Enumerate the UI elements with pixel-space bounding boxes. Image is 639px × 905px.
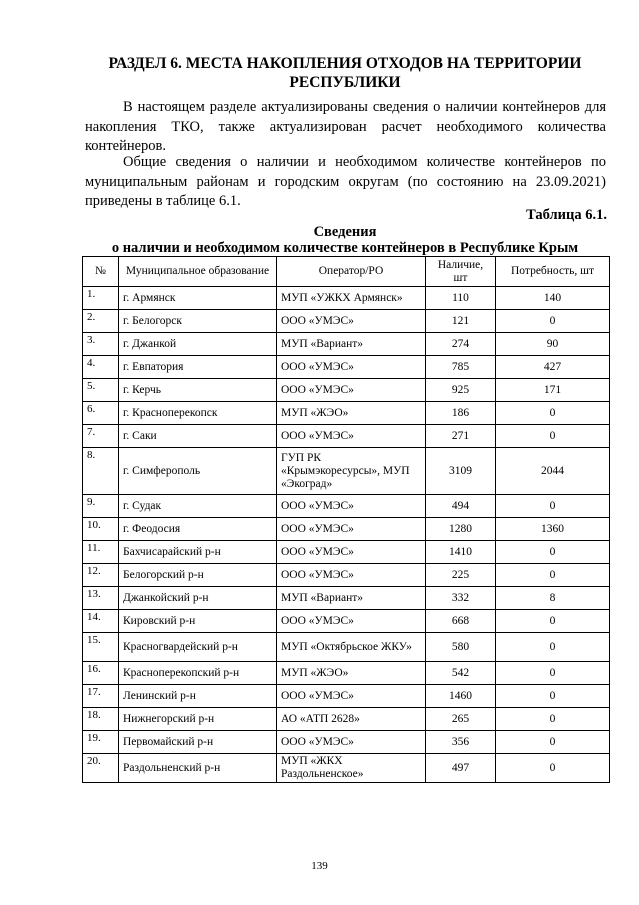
row-available: 271 (426, 425, 496, 448)
row-municipality: г. Судак (119, 495, 277, 518)
row-available: 110 (426, 287, 496, 310)
row-available: 225 (426, 564, 496, 587)
row-number: 17. (83, 685, 119, 708)
table-row (83, 587, 610, 610)
paragraph-general-info: Общие сведения о наличии и необходимом количестве контейнеров по муниципальным районам и городским округам (по состоянию на 23.09.2021) приведены в таблице 6.1. (85, 154, 606, 209)
table-caption-subtitle: о наличии и необходимом количестве контейнеров в Республике Крым (111, 240, 579, 256)
row-municipality: Первомайский р-н (119, 731, 277, 754)
row-required: 1360 (496, 518, 610, 541)
table-row (83, 754, 610, 783)
row-required: 0 (496, 495, 610, 518)
row-required: 0 (496, 662, 610, 685)
row-required: 0 (496, 754, 610, 783)
row-operator: ООО «УМЭС» (277, 495, 426, 518)
paragraph-intro: В настоящем разделе актуализированы сведения о наличии контейнеров для накопления ТКО, также актуализирован расчет необходимого количества контейнеров. (85, 99, 606, 154)
row-number: 1. (83, 287, 119, 310)
row-available: 1460 (426, 685, 496, 708)
row-operator: МУП «УЖКХ Армянск» (277, 287, 426, 310)
row-number: 10. (83, 518, 119, 541)
row-municipality: Раздольненский р-н (119, 754, 277, 783)
row-required: 0 (496, 633, 610, 662)
header-available: Наличие, шт (426, 257, 496, 287)
row-operator: ООО «УМЭС» (277, 610, 426, 633)
table-row (83, 287, 610, 310)
row-municipality: г. Джанкой (119, 333, 277, 356)
row-number: 20. (83, 754, 119, 783)
header-municipality: Муниципальное образование (119, 257, 277, 287)
row-municipality: г. Симферополь (119, 448, 277, 495)
row-municipality: г. Евпатория (119, 356, 277, 379)
row-operator: МУП «Октябрьское ЖКУ» (277, 633, 426, 662)
header-operator: Оператор/РО (277, 257, 426, 287)
row-available: 542 (426, 662, 496, 685)
row-available: 925 (426, 379, 496, 402)
table-caption (80, 224, 610, 256)
row-required: 0 (496, 310, 610, 333)
table-row (83, 633, 610, 662)
row-available: 668 (426, 610, 496, 633)
table-row (83, 495, 610, 518)
table-row (83, 310, 610, 333)
row-available: 1410 (426, 541, 496, 564)
table-row (83, 685, 610, 708)
row-available: 580 (426, 633, 496, 662)
row-municipality: Нижнегорский р-н (119, 708, 277, 731)
section-heading: РАЗДЕЛ 6. МЕСТА НАКОПЛЕНИЯ ОТХОДОВ НА ТЕРРИТОРИИ РЕСПУБЛИКИ (108, 55, 582, 91)
row-municipality: Красногвардейский р-н (119, 633, 277, 662)
row-number: 8. (83, 448, 119, 495)
table-row (83, 402, 610, 425)
table-row (83, 564, 610, 587)
table-row (83, 731, 610, 754)
row-number: 12. (83, 564, 119, 587)
row-available: 3109 (426, 448, 496, 495)
row-number: 4. (83, 356, 119, 379)
row-number: 15. (83, 633, 119, 662)
row-required: 0 (496, 402, 610, 425)
row-municipality: Кировский р-н (119, 610, 277, 633)
table-caption-title: Сведения (313, 224, 377, 240)
table-row (83, 379, 610, 402)
row-number: 14. (83, 610, 119, 633)
row-operator: ООО «УМЭС» (277, 425, 426, 448)
table-row (83, 708, 610, 731)
page-number: 139 (311, 860, 328, 872)
table-header-row (83, 257, 610, 287)
table-row (83, 541, 610, 564)
row-required: 8 (496, 587, 610, 610)
row-number: 16. (83, 662, 119, 685)
row-municipality: Красноперекопский р-н (119, 662, 277, 685)
row-required: 90 (496, 333, 610, 356)
row-available: 274 (426, 333, 496, 356)
table-row (83, 610, 610, 633)
row-operator: ООО «УМЭС» (277, 356, 426, 379)
row-available: 1280 (426, 518, 496, 541)
row-required: 0 (496, 685, 610, 708)
row-number: 2. (83, 310, 119, 333)
row-available: 785 (426, 356, 496, 379)
row-operator: ООО «УМЭС» (277, 518, 426, 541)
row-number: 18. (83, 708, 119, 731)
header-number: № (83, 257, 119, 287)
row-operator: МУП «ЖКХ Раздольненское» (277, 754, 426, 783)
table-row (83, 333, 610, 356)
row-available: 265 (426, 708, 496, 731)
row-municipality: г. Саки (119, 425, 277, 448)
row-number: 19. (83, 731, 119, 754)
row-operator: МУП «ЖЭО» (277, 402, 426, 425)
row-municipality: г. Красноперекопск (119, 402, 277, 425)
header-required: Потребность, шт (496, 257, 610, 287)
row-municipality: г. Феодосия (119, 518, 277, 541)
table-label: Таблица 6.1. (526, 207, 607, 223)
row-required: 140 (496, 287, 610, 310)
row-required: 0 (496, 425, 610, 448)
row-number: 7. (83, 425, 119, 448)
row-operator: ГУП РК «Крымэкоресурсы», МУП «Экоград» (277, 448, 426, 495)
row-available: 121 (426, 310, 496, 333)
row-municipality: г. Армянск (119, 287, 277, 310)
row-required: 0 (496, 541, 610, 564)
row-available: 332 (426, 587, 496, 610)
row-number: 5. (83, 379, 119, 402)
row-municipality: г. Керчь (119, 379, 277, 402)
table-row (83, 356, 610, 379)
containers-table (82, 256, 610, 783)
row-required: 0 (496, 610, 610, 633)
table-row (83, 662, 610, 685)
row-number: 13. (83, 587, 119, 610)
row-operator: ООО «УМЭС» (277, 685, 426, 708)
row-municipality: г. Белогорск (119, 310, 277, 333)
row-municipality: Ленинский р-н (119, 685, 277, 708)
row-available: 186 (426, 402, 496, 425)
row-required: 0 (496, 731, 610, 754)
row-municipality: Джанкойский р-н (119, 587, 277, 610)
row-municipality: Бахчисарайский р-н (119, 541, 277, 564)
row-number: 11. (83, 541, 119, 564)
row-operator: МУП «Вариант» (277, 333, 426, 356)
table-row (83, 518, 610, 541)
row-number: 6. (83, 402, 119, 425)
row-operator: МУП «ЖЭО» (277, 662, 426, 685)
row-required: 171 (496, 379, 610, 402)
table-body (83, 287, 610, 783)
row-operator: ООО «УМЭС» (277, 310, 426, 333)
row-number: 3. (83, 333, 119, 356)
row-available: 497 (426, 754, 496, 783)
row-number: 9. (83, 495, 119, 518)
table-row (83, 425, 610, 448)
row-required: 0 (496, 564, 610, 587)
row-operator: ООО «УМЭС» (277, 731, 426, 754)
row-operator: МУП «Вариант» (277, 587, 426, 610)
row-required: 2044 (496, 448, 610, 495)
row-municipality: Белогорский р-н (119, 564, 277, 587)
row-required: 427 (496, 356, 610, 379)
table-row (83, 448, 610, 495)
row-operator: ООО «УМЭС» (277, 379, 426, 402)
row-operator: ООО «УМЭС» (277, 541, 426, 564)
row-operator: ООО «УМЭС» (277, 564, 426, 587)
row-operator: АО «АТП 2628» (277, 708, 426, 731)
row-required: 0 (496, 708, 610, 731)
row-available: 494 (426, 495, 496, 518)
row-available: 356 (426, 731, 496, 754)
